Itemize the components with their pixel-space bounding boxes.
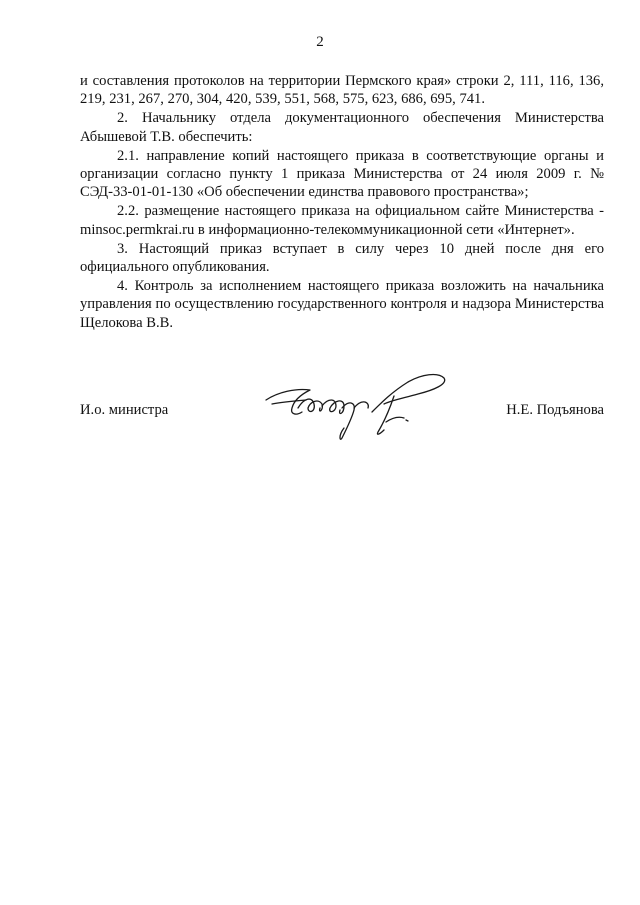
paragraph-item-3: 3. Настоящий приказ вступает в силу через 10 дней после дня его официального опубликования. [80,240,604,276]
document-body [80,72,604,332]
signatory-position: И.о. министра [80,402,169,418]
paragraph-continuation: и составления протоколов на территории Пермского края» строки 2, 111, 116, 136, 219, 231, 267, 270, 304, 420, 539, 551, 568, 575, 623, 686, 695, 741. [80,73,604,108]
paragraph-item-2: 2. Начальнику отдела документационного обеспечения Министерства Абышевой Т.В. обеспечить: [80,110,604,145]
signature-block [80,398,604,438]
paragraph-item-2-1: 2.1. направление копий настоящего приказа в соответствующие органы и организации согласно пункту 1 приказа Министерства от 24 июля 2009 г. № СЭД-33-01-01-130 «Об обеспечении единства правового пространства»; [80,147,604,201]
signatory-name: Н.Е. Подъянова [506,402,604,418]
paragraph-item-4: 4. Контроль за исполнением настоящего приказа возложить на начальника управления по осуществлению государственного контроля и надзора Министерства Щелокова В.В. [80,278,604,331]
handwritten-signature [258,368,458,442]
paragraph-item-2-2: 2.2. размещение настоящего приказа на официальном сайте Министерства - minsoc.permkrai.ru в информационно-телекоммуникационной сети «Интернет». [80,203,604,238]
page-number: 2 [316,34,324,50]
